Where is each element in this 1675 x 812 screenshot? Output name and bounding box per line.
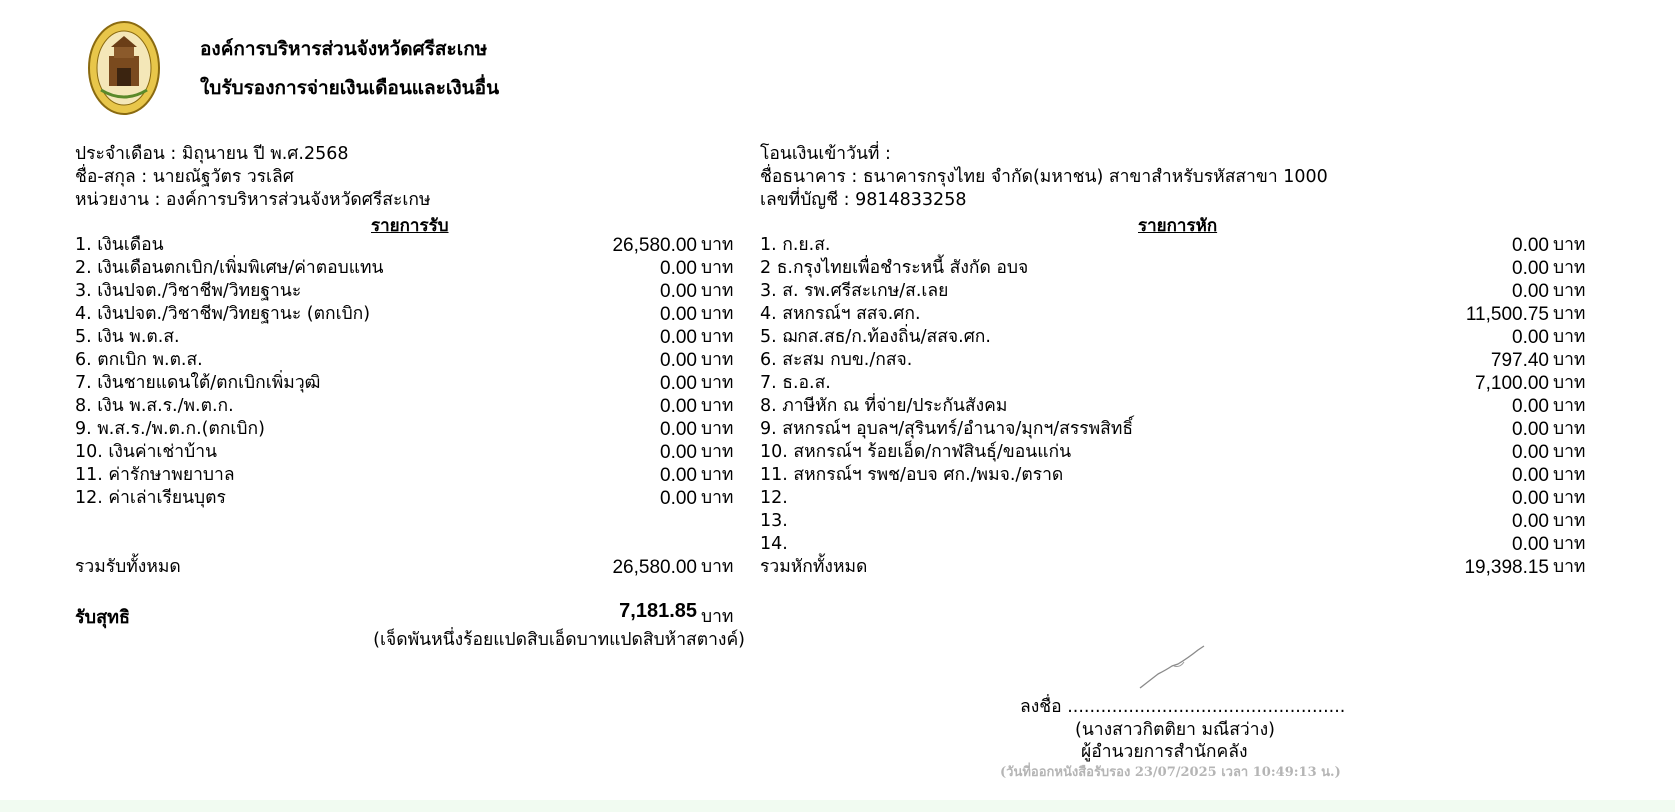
income-row (75, 280, 745, 303)
row-label: 13. (760, 511, 788, 531)
row-amount: 0.00 (660, 350, 697, 371)
row-amount: 0.00 (1512, 465, 1549, 486)
currency-label: บาท (701, 465, 734, 485)
net-pay-label: รับสุทธิ (75, 607, 130, 628)
currency-label: บาท (1553, 258, 1586, 278)
row-amount: 0.00 (1512, 511, 1549, 532)
income-total-amount: 26,580.00 (612, 557, 697, 578)
income-row (75, 372, 745, 395)
row-amount: 0.00 (660, 281, 697, 302)
row-label: 5. เงิน พ.ต.ส. (75, 327, 180, 347)
currency-label: บาท (701, 396, 734, 416)
income-heading: รายการรับ (371, 216, 449, 236)
row-label: 14. (760, 534, 788, 554)
row-amount: 0.00 (1512, 235, 1549, 256)
deduction-row (760, 510, 1597, 533)
document-title: ใบรับรองการจ่ายเงินเดือนและเงินอื่น (200, 77, 500, 99)
currency-label: บาท (701, 304, 734, 324)
deduction-heading: รายการหัก (1138, 216, 1218, 236)
row-label: 5. ฌกส.สธ/ก.ท้องถิ่น/สสจ.ศก. (760, 327, 991, 347)
row-amount: 0.00 (660, 396, 697, 417)
deduction-row (760, 257, 1597, 280)
deduction-row (760, 441, 1597, 464)
currency-label: บาท (701, 442, 734, 462)
currency-label: บาท (701, 327, 734, 347)
row-label: 6. ตกเบิก พ.ต.ส. (75, 350, 203, 370)
row-label: 3. เงินปจต./วิชาชีพ/วิทยฐานะ (75, 281, 302, 301)
net-pay-row (75, 600, 745, 627)
currency-label: บาท (1553, 281, 1586, 301)
net-pay-in-words: (เจ็ดพันหนึ่งร้อยแปดสิบเอ็ดบาทแปดสิบห้าสตางค์) (373, 630, 745, 650)
signer-position: ผู้อำนวยการสำนักคลัง (1081, 742, 1248, 762)
row-label: 9. สหกรณ์ฯ อุบลฯ/สุรินทร์/อำนาจ/มุกฯ/สรรพสิทธิ์ (760, 419, 1134, 439)
row-amount: 0.00 (660, 465, 697, 486)
row-amount: 0.00 (1512, 534, 1549, 555)
income-row (75, 418, 745, 441)
handwritten-signature (1138, 644, 1208, 692)
deduction-row (760, 533, 1597, 556)
income-total-row (75, 556, 745, 579)
row-label: 10. เงินค่าเช่าบ้าน (75, 442, 217, 462)
row-amount: 0.00 (1512, 442, 1549, 463)
transfer-date-line: โอนเงินเข้าวันที่ : (760, 144, 891, 164)
deduction-row (760, 372, 1597, 395)
row-amount: 0.00 (1512, 488, 1549, 509)
currency-label: บาท (1553, 511, 1586, 531)
row-label: 9. พ.ส.ร./พ.ต.ก.(ตกเบิก) (75, 419, 265, 439)
row-label: 11. ค่ารักษาพยาบาล (75, 465, 235, 485)
row-label: 6. สะสม กบข./กสจ. (760, 350, 913, 370)
currency-label: บาท (701, 281, 734, 301)
currency-label: บาท (701, 350, 734, 370)
row-amount: 0.00 (1512, 258, 1549, 279)
row-label: 11. สหกรณ์ฯ รพช/อบจ ศก./พมจ./ตราด (760, 465, 1064, 485)
income-row (75, 395, 745, 418)
row-amount: 0.00 (660, 488, 697, 509)
deduction-row (760, 349, 1597, 372)
signature-line: ลงชื่อ .................................................. (1020, 697, 1346, 717)
row-label: 7. ธ.อ.ส. (760, 373, 831, 393)
deduction-row (760, 464, 1597, 487)
org-name: องค์การบริหารส่วนจังหวัดศรีสะเกษ (200, 38, 488, 60)
bank-line: ชื่อธนาคาร : ธนาคารกรุงไทย จำกัด(มหาชน) สาขาสำหรับรหัสสาขา 1000 (760, 167, 1328, 187)
currency-label: บาท (1553, 488, 1586, 508)
deduction-total-row (760, 556, 1597, 579)
row-amount: 0.00 (660, 442, 697, 463)
currency-label: บาท (701, 258, 734, 278)
row-label: 1. ก.ย.ส. (760, 235, 831, 255)
deduction-row (760, 487, 1597, 510)
currency-label: บาท (701, 607, 734, 627)
row-amount: 0.00 (1512, 281, 1549, 302)
row-label: 3. ส. รพ.ศรีสะเกษ/ส.เลย (760, 281, 949, 301)
row-label: 12. (760, 488, 788, 508)
issued-timestamp: (วันที่ออกหนังสือรับรอง 23/07/2025 เวลา 10:49:13 น.) (1000, 765, 1341, 780)
row-amount: 26,580.00 (612, 235, 697, 256)
income-row (75, 257, 745, 280)
row-amount: 0.00 (660, 258, 697, 279)
income-row (75, 464, 745, 487)
currency-label: บาท (1553, 304, 1586, 324)
row-label: 2. เงินเดือนตกเบิก/เพิ่มพิเศษ/ค่าตอบแทน (75, 258, 384, 278)
deduction-row (760, 280, 1597, 303)
currency-label: บาท (1553, 557, 1586, 577)
deduction-row (760, 234, 1597, 257)
row-label: 1. เงินเดือน (75, 235, 164, 255)
income-row (75, 487, 745, 510)
unit-line: หน่วยงาน : องค์การบริหารส่วนจังหวัดศรีสะเกษ (75, 190, 431, 210)
row-label: 12. ค่าเล่าเรียนบุตร (75, 488, 226, 508)
name-line: ชื่อ-สกุล : นายณัฐวัตร วรเลิศ (75, 167, 294, 187)
deduction-row (760, 418, 1597, 441)
row-amount: 0.00 (660, 327, 697, 348)
org-seal-logo (87, 20, 161, 116)
signer-name: (นางสาวกิตติยา มณีสว่าง) (1075, 720, 1275, 740)
currency-label: บาท (1553, 419, 1586, 439)
currency-label: บาท (1553, 534, 1586, 554)
currency-label: บาท (701, 419, 734, 439)
deduction-row (760, 303, 1597, 326)
row-amount: 0.00 (1512, 419, 1549, 440)
row-label: 10. สหกรณ์ฯ ร้อยเอ็ด/กาฬสินธุ์/ขอนแก่น (760, 442, 1072, 462)
deduction-row (760, 326, 1597, 349)
deduction-total-amount: 19,398.15 (1464, 557, 1549, 578)
currency-label: บาท (1553, 465, 1586, 485)
row-label: 8. เงิน พ.ส.ร./พ.ต.ก. (75, 396, 234, 416)
income-row (75, 349, 745, 372)
currency-label: บาท (1553, 327, 1586, 347)
currency-label: บาท (1553, 235, 1586, 255)
row-label: 4. สหกรณ์ฯ สสจ.ศก. (760, 304, 921, 324)
income-row (75, 441, 745, 464)
row-label: 8. ภาษีหัก ณ ที่จ่าย/ประกันสังคม (760, 396, 1008, 416)
row-amount: 797.40 (1490, 350, 1549, 371)
row-amount: 0.00 (660, 419, 697, 440)
month-line: ประจำเดือน : มิถุนายน ปี พ.ศ.2568 (75, 144, 349, 164)
currency-label: บาท (701, 235, 734, 255)
income-row (75, 234, 745, 257)
income-row (75, 326, 745, 349)
row-label: 4. เงินปจต./วิชาชีพ/วิทยฐานะ (ตกเบิก) (75, 304, 371, 324)
currency-label: บาท (1553, 373, 1586, 393)
row-amount: 0.00 (1512, 396, 1549, 417)
currency-label: บาท (1553, 350, 1586, 370)
income-total-label: รวมรับทั้งหมด (75, 557, 181, 577)
account-line: เลขที่บัญชี : 9814833258 (760, 190, 967, 210)
row-amount: 0.00 (1512, 327, 1549, 348)
currency-label: บาท (701, 557, 734, 577)
row-label: 7. เงินชายแดนใต้/ตกเบิกเพิ่มวุฒิ (75, 373, 321, 393)
currency-label: บาท (701, 488, 734, 508)
income-row (75, 303, 745, 326)
deduction-total-label: รวมหักทั้งหมด (760, 557, 868, 577)
page-bottom-strip (0, 800, 1675, 812)
deduction-row (760, 395, 1597, 418)
currency-label: บาท (1553, 396, 1586, 416)
currency-label: บาท (1553, 442, 1586, 462)
currency-label: บาท (701, 373, 734, 393)
row-amount: 0.00 (660, 304, 697, 325)
row-label: 2 ธ.กรุงไทยเพื่อชำระหนี้ สังกัด อบจ (760, 258, 1029, 278)
row-amount: 0.00 (660, 373, 697, 394)
row-amount: 7,100.00 (1475, 373, 1549, 394)
row-amount: 11,500.75 (1465, 304, 1549, 325)
net-pay-amount: 7,181.85 (619, 600, 697, 622)
